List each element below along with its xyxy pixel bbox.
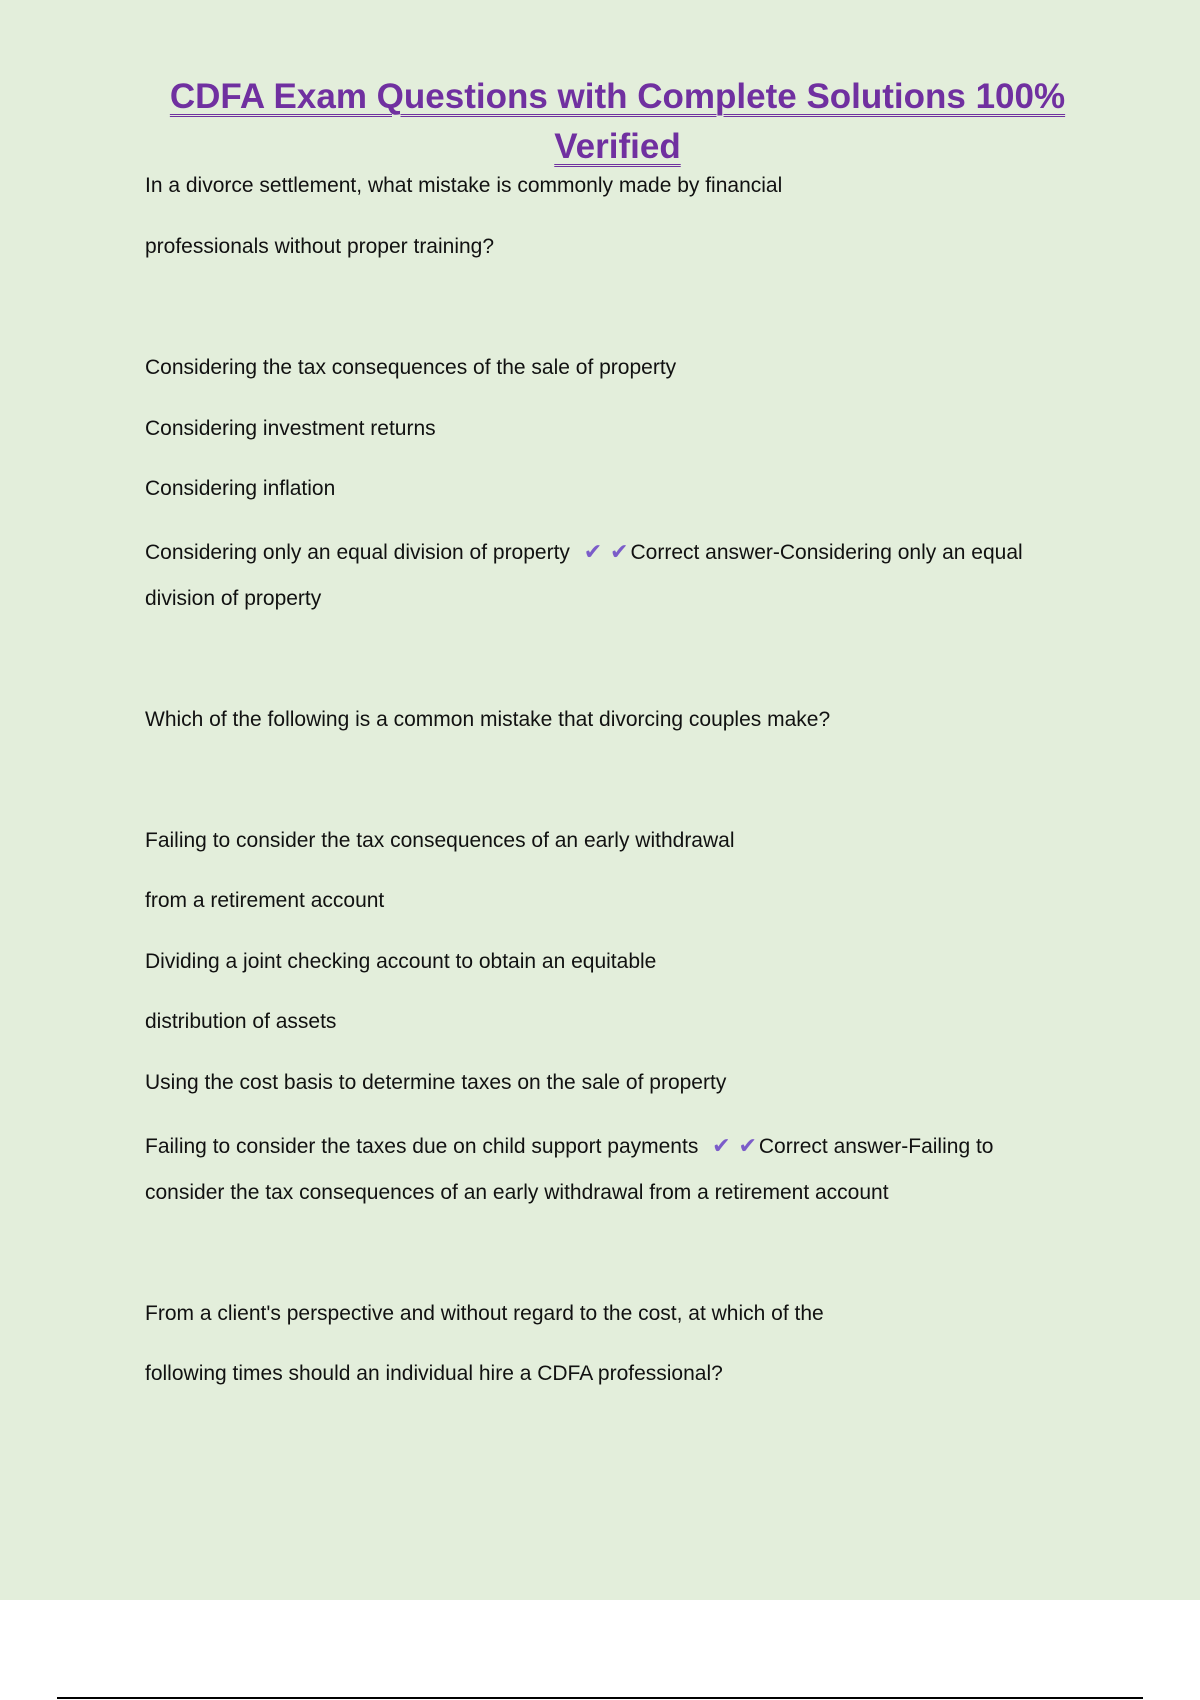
title-line-2: Verified xyxy=(554,127,681,166)
question-2-option-4: Failing to consider the taxes due on child support payments xyxy=(145,1135,699,1158)
question-1-answer-continued: division of property xyxy=(145,587,322,610)
question-2-option-2: Dividing a joint checking account to obtain an equitable xyxy=(145,950,657,973)
question-2-option-2-continued: distribution of assets xyxy=(145,1010,337,1033)
question-1-line-1: In a divorce settlement, what mistake is commonly made by financial xyxy=(145,174,783,197)
question-2-option-3: Using the cost basis to determine taxes on the sale of property xyxy=(145,1071,727,1094)
question-2-line-1: Which of the following is a common mistake that divorcing couples make? xyxy=(145,708,831,731)
question-2-option-1-continued: from a retirement account xyxy=(145,889,385,912)
question-1-option-3: Considering inflation xyxy=(145,477,336,500)
question-1-answer-row xyxy=(145,538,1023,567)
double-check-icon xyxy=(712,1132,759,1161)
check-icon: ✔ xyxy=(712,1133,731,1158)
question-2-answer-row xyxy=(145,1132,993,1161)
question-2-answer-continued: consider the tax consequences of an early withdrawal from a retirement account xyxy=(145,1181,889,1204)
question-1-answer: Correct answer-Considering only an equal xyxy=(630,541,1023,564)
document-title xyxy=(150,72,1085,172)
check-icon: ✔ xyxy=(738,1133,757,1158)
question-2-answer: Correct answer-Failing to xyxy=(758,1135,994,1158)
check-icon: ✔ xyxy=(610,539,629,564)
question-2-option-1: Failing to consider the tax consequences of an early withdrawal xyxy=(145,829,735,852)
question-1-option-1: Considering the tax consequences of the sale of property xyxy=(145,356,677,379)
question-3-line-1: From a client's perspective and without regard to the cost, at which of the xyxy=(145,1302,824,1325)
question-3-line-2: following times should an individual hire a CDFA professional? xyxy=(145,1362,723,1385)
question-1-line-2: professionals without proper training? xyxy=(145,235,495,258)
double-check-icon xyxy=(584,538,631,567)
footer-divider xyxy=(57,1697,1143,1699)
question-1-option-2: Considering investment returns xyxy=(145,417,436,440)
check-icon: ✔ xyxy=(583,539,603,564)
title-line-1: CDFA Exam Questions with Complete Solutions 100% xyxy=(169,77,1066,116)
question-1-option-4: Considering only an equal division of property xyxy=(145,541,570,564)
